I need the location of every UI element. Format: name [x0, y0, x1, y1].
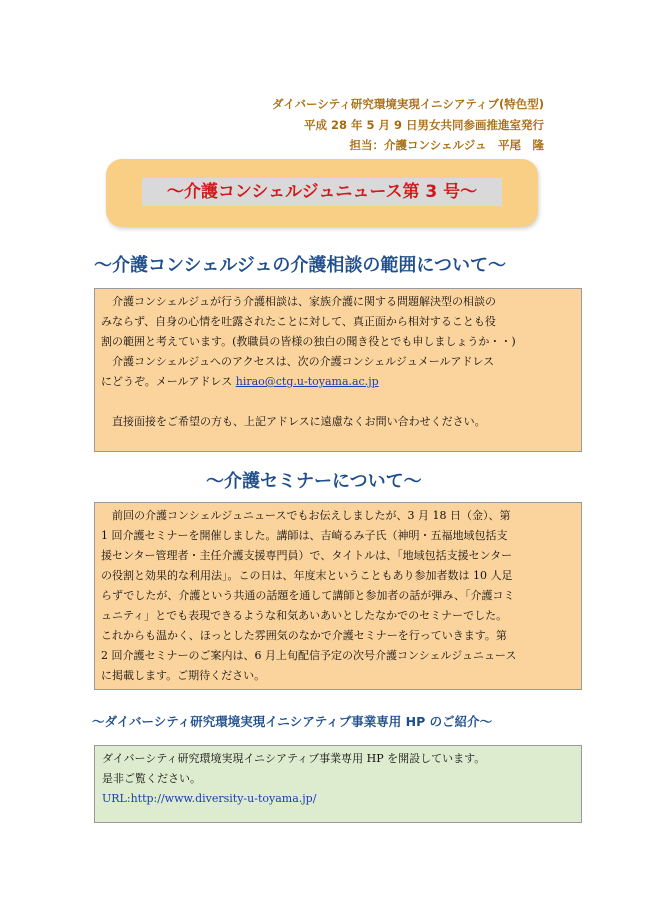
seminar-box — [94, 502, 582, 690]
header-issue-date: 平成 28 年 5 月 9 日男女共同参画推進室発行 — [303, 118, 544, 132]
consultation-line: みならず、自身の心情を吐露されたことに対して、真正面から相対することも役 — [101, 315, 496, 328]
seminar-line: 援センター管理者・主任介護支援専門員）で、タイトルは、「地域包括支援センター — [101, 549, 513, 562]
newsletter-title: ～介護コンシェルジュニュース第 3 号～ — [142, 178, 502, 206]
mail-prefix: にどうぞ。メールアドレス — [101, 375, 233, 388]
consultation-mail-line — [101, 372, 575, 392]
website-url-link[interactable]: URL:http://www.diversity-u-toyama.jp/ — [102, 792, 317, 805]
section-heading-seminar: ～介護セミナーについて～ — [206, 471, 422, 492]
seminar-line: 2 回介護セミナーのご案内は、6 月上旬配信予定の次号介護コンシェルジュニュース — [101, 649, 517, 662]
consultation-box — [94, 288, 582, 452]
spacer — [101, 392, 575, 412]
seminar-line: に掲載します。ご期待ください。 — [101, 669, 266, 682]
consultation-closing: 直接面接をご希望の方も、上記アドレスに遠慮なくお問い合わせください。 — [112, 415, 486, 428]
section-heading-website: ～ダイバーシティ研究環境実現イニシアティブ事業専用 HP のご紹介～ — [92, 714, 493, 729]
website-box — [94, 745, 582, 823]
seminar-line: の役割と効果的な利用法」。この日は、年度末ということもあり参加者数は 10 人足 — [101, 569, 513, 582]
seminar-line: ュニティ」とでも表現できるような和気あいあいとしたなかでのセミナーでした。 — [101, 609, 508, 622]
seminar-line: 1 回介護セミナーを開催しました。講師は、吉崎るみ子氏（神明・五福地域包括支 — [101, 529, 508, 542]
header-program-name: ダイバーシティ研究環境実現イニシアティブ(特色型) — [271, 97, 544, 111]
mail-address-link[interactable]: hirao@ctg.u-toyama.ac.jp — [235, 375, 379, 388]
seminar-line: これからも温かく、ほっとした雰囲気のなかで介護セミナーを行っていきます。第 — [101, 629, 507, 642]
seminar-line: 前回の介護コンシェルジュニュースでもお伝えしましたが、3 月 18 日（金）、第 — [112, 509, 511, 522]
consultation-line: 割の範囲と考えています。(教職員の皆様の独白の聞き役とでも申しましょうか・・) — [101, 335, 516, 348]
website-line: 是非ご覧ください。 — [102, 772, 201, 785]
website-line: ダイバーシティ研究環境実現イニシアティブ事業専用 HP を開設しています。 — [102, 752, 486, 765]
consultation-line: 介護コンシェルジュへのアクセスは、次の介護コンシェルジュメールアドレス — [112, 355, 495, 368]
section-heading-consultation: ～介護コンシェルジュの介護相談の範囲について～ — [94, 255, 507, 276]
consultation-line: 介護コンシェルジュが行う介護相談は、家族介護に関する問題解決型の相談の — [112, 295, 497, 308]
seminar-line: らずでしたが、介護という共通の話題を通して講師と参加者の話が弾み、「介護コミ — [101, 589, 515, 602]
header-contact: 担当：介護コンシェルジュ 平尾 隆 — [349, 138, 544, 152]
